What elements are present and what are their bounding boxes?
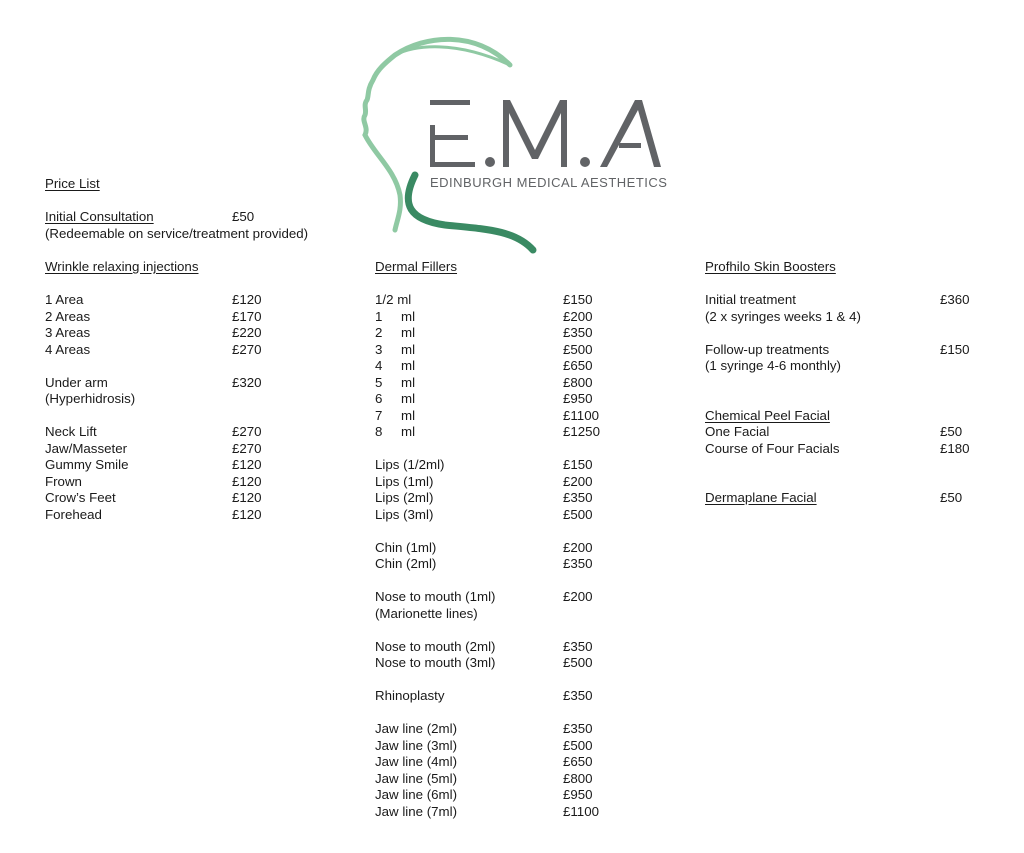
logo-tagline: EDINBURGH MEDICAL AESTHETICS [430, 175, 668, 190]
price-row: 1 Area £120 [45, 292, 262, 307]
price-row: Nose to mouth (2ml) £350 [375, 638, 593, 654]
price-row: Chin (1ml) £200 [375, 539, 593, 555]
face-profile-logo-icon [355, 35, 675, 255]
price-row: Neck Lift £270 [45, 424, 262, 439]
price-note: (1 syringe 4-6 monthly) [705, 358, 841, 373]
price-row: Jaw line (3ml) £500 [375, 737, 593, 753]
price-row: Lips (2ml) £350 [375, 490, 593, 505]
right-column [705, 259, 995, 507]
price-note: (Hyperhidrosis) [45, 391, 136, 406]
profhilo-heading: Profhilo Skin Boosters [705, 259, 836, 274]
price-row: 2 ml £350 [375, 325, 593, 340]
wrinkle-heading: Wrinkle relaxing injections [45, 259, 199, 274]
price-row: 1 ml £200 [375, 308, 593, 324]
fillers-heading: Dermal Fillers [375, 259, 458, 274]
wrinkle-section [45, 259, 325, 523]
price-row: Nose to mouth (3ml) £500 [375, 655, 593, 670]
price-row: 4 ml £650 [375, 358, 593, 373]
price-row: Jaw line (6ml) £950 [375, 787, 593, 802]
price-row: Course of Four Facials £180 [705, 440, 970, 456]
dermaplane-heading: Dermaplane Facial [705, 490, 817, 505]
fillers-section [375, 259, 655, 820]
price-row: 3 ml £500 [375, 341, 593, 357]
price-row: 7 ml £1100 [375, 407, 599, 423]
price-row: Jaw line (7ml) £1100 [375, 803, 599, 819]
consultation-label: Initial Consultation [45, 209, 154, 224]
price-row: Jaw line (5ml) £800 [375, 770, 593, 786]
price-note: (Marionette lines) [375, 605, 478, 621]
consultation-price: £50 [232, 209, 255, 224]
price-row: 6 ml £950 [375, 391, 593, 406]
peel-heading: Chemical Peel Facial [705, 407, 830, 423]
price-row: Lips (1ml) £200 [375, 473, 593, 489]
price-row: 4 Areas £270 [45, 341, 262, 357]
price-row: Chin (2ml) £350 [375, 556, 593, 571]
price-row: 8 ml £1250 [375, 424, 600, 439]
price-row: Follow-up treatments £150 [705, 341, 970, 357]
price-row: Initial treatment £360 [705, 292, 970, 307]
price-note: (2 x syringes weeks 1 & 4) [705, 308, 861, 324]
price-row: Nose to mouth (1ml) £200 [375, 589, 593, 604]
price-row: Crow’s Feet £120 [45, 490, 262, 505]
price-row: Rhinoplasty £350 [375, 688, 593, 703]
price-row: Frown £120 [45, 473, 262, 489]
ema-logo [355, 35, 675, 255]
price-row: Jaw line (4ml) £650 [375, 754, 593, 769]
price-row: Forehead £120 [45, 506, 262, 522]
price-row: Jaw/Masseter £270 [45, 440, 262, 456]
price-row: 1/2 ml £150 [375, 292, 593, 307]
price-row: 2 Areas £170 [45, 308, 262, 324]
price-row: 3 Areas £220 [45, 325, 262, 340]
price-row: Lips (3ml) £500 [375, 506, 593, 522]
price-row: Under arm £320 [45, 374, 262, 390]
price-row: 5 ml £800 [375, 374, 593, 390]
price-row: One Facial £50 [705, 424, 963, 439]
price-row: Lips (1/2ml) £150 [375, 457, 593, 472]
price-row: Jaw line (2ml) £350 [375, 721, 593, 736]
price-row: Dermaplane Facial £50 [705, 490, 963, 505]
page-title: Price List [45, 176, 100, 191]
price-row: Gummy Smile £120 [45, 457, 262, 472]
consultation-note: (Redeemable on service/treatment provided) [45, 226, 309, 241]
